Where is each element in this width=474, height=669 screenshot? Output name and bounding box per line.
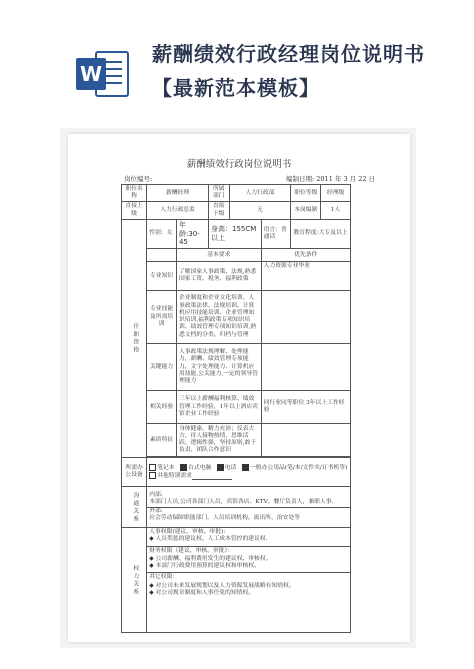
page-header bbox=[0, 0, 474, 130]
compile-date: 编制日期: 2011 年 3 月 22 日 bbox=[286, 175, 376, 183]
job-description-table bbox=[121, 184, 351, 633]
table-row: 职位名称 薪酬经理 所属部门 人力行政部 职位等级 经理级 bbox=[122, 185, 351, 202]
table-row: 任职资格 性别：女 年龄:30-45 身高：155CM 以上 语言：普通话 教育程度:大专及以上 bbox=[122, 219, 351, 248]
checked-box-icon bbox=[242, 464, 249, 471]
checkbox-icon bbox=[149, 464, 156, 471]
post-number-label: 岗位编号: bbox=[124, 175, 153, 183]
table-row: 所需办公设备 笔记本 台式电脑 电话 一般办公用品(笔/本/文件夹/订书机等) 其他特别需求 bbox=[122, 458, 351, 487]
quals-section-label: 任职资格 bbox=[122, 219, 147, 457]
table-row: 沟通关系 内部: 本部门人员,公司各部门人员，宾馆各店、KTV、餐厅负责人，兼职人事. 外部: 社会劳动保障职能部门，人员培训机构、流出所、治安处等 bbox=[122, 487, 351, 528]
table-row: 相关经验 三年以上薪酬福利核算、绩效管理工作经验，1年以上酒店宾馆企业工作经验 同行业同等职位 3年以上工作经验 bbox=[122, 391, 351, 424]
document-title: 薪酬绩效行政岗位说明书 bbox=[186, 159, 292, 170]
checked-box-icon bbox=[180, 464, 187, 471]
checkbox-icon bbox=[149, 472, 156, 479]
table-row: 关键能力 人事政策法规理解、处理能力，薪酬、绩效管理专项能力，文字处理能力、计算机应用技能,公关能力,一定的领导管理能力 bbox=[122, 344, 351, 391]
checked-box-icon bbox=[217, 464, 224, 471]
word-doc-icon bbox=[74, 46, 130, 102]
document-preview bbox=[60, 128, 416, 648]
table-row: 专业技能及所需培训 企业制度和企业文化培训、人事政策法律、法规培训、计算机应用技能培训、企业管理知识培训,福利政策专项知识培训、绩效管理专项知识培训,熟悉文档的分类、归档与管理 bbox=[122, 291, 351, 344]
svg-text:W: W bbox=[79, 62, 103, 86]
document-page bbox=[68, 134, 410, 642]
table-row: 专业知识 了解国家人事政策、法规,熟悉国家工资、税务、福利政策 人力资源专业毕业 bbox=[122, 262, 351, 291]
comm-label: 沟通关系 bbox=[122, 487, 147, 528]
table-row: 素质特征 身体健康，精力充沛；仪表大方，待人接物热情，思维活跃、逻辑性强，坚持原则,敢于负责，团队合作意识 bbox=[122, 424, 351, 457]
corner-cell bbox=[147, 249, 177, 262]
page-subtitle: 【最新范本模板】 bbox=[152, 76, 320, 100]
page-title: 薪酬绩效行政经理岗位说明书 bbox=[152, 42, 425, 66]
table-row: 基本要求 优先条件 bbox=[122, 249, 351, 262]
table-row: 直接上级 人力行政总监 直接下级 无 本岗编制 1人 bbox=[122, 202, 351, 219]
rights-label: 权力关系 bbox=[122, 528, 147, 633]
table-row: 权力关系 人事权限(建议、审核、审批)： ◆ 人员奖惩的建议权、人工成本管控的建议权. 财务权限（建议、审核、审批）： ◆ 公司薪酬、福利费用发生的建议权、审核权。 ◆ 本部门行政费用预算的建议权和审核权。 其它权限： ◆ 对公司未来发展规划以及人力资源发展战略有知情权。 ◆ 对公司规章制度和人事任免的知情权。 bbox=[122, 528, 351, 633]
equipment-label: 所需办公设备 bbox=[122, 458, 147, 487]
